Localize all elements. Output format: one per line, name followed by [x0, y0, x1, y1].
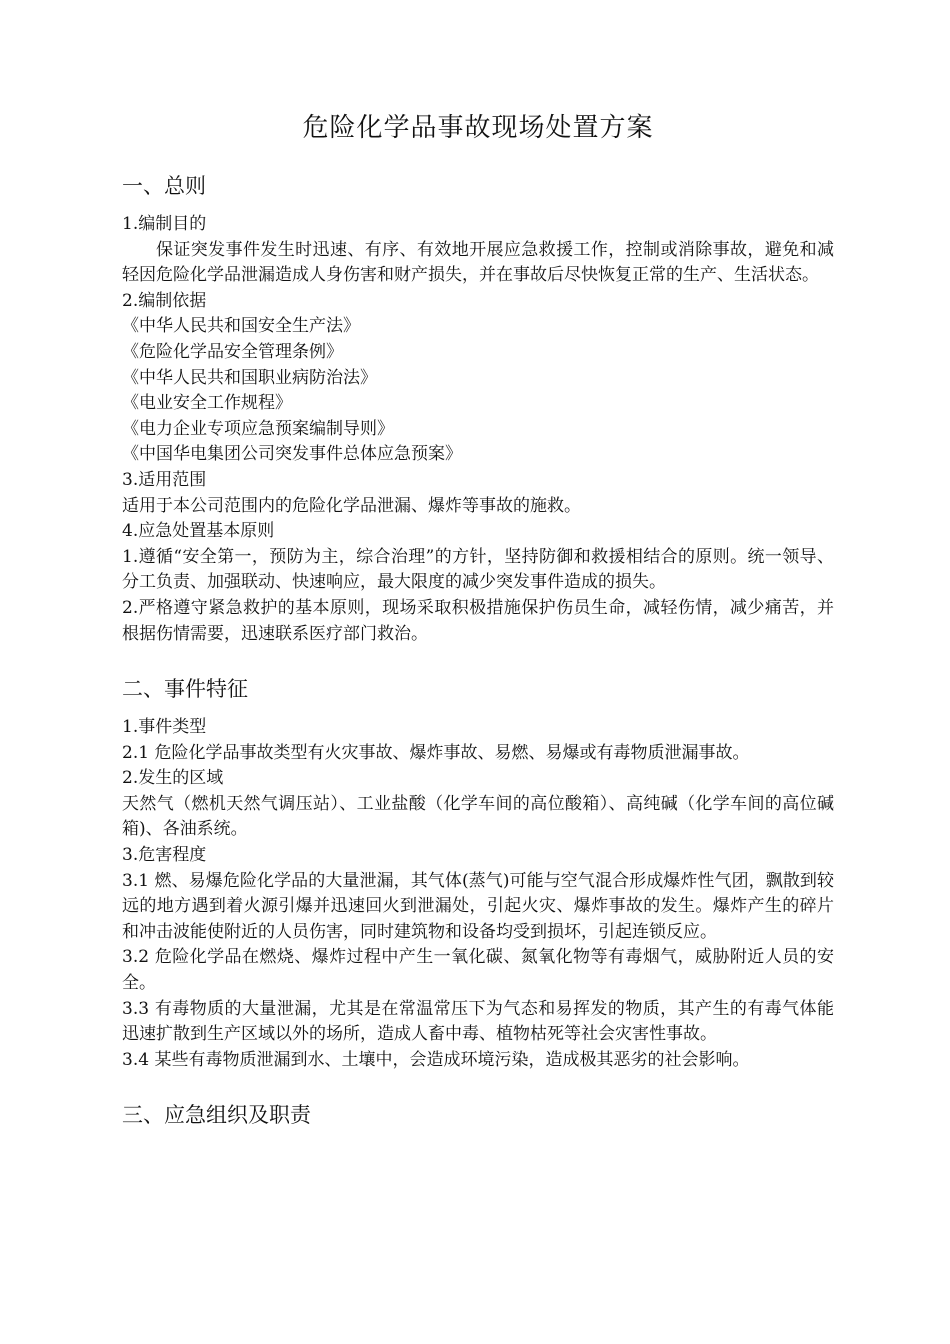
reference-item: 《中国华电集团公司突发事件总体应急预案》	[122, 444, 462, 465]
paragraph: 3.4 某些有毒物质泄漏到水、土壤中，会造成环境污染，造成极其恶劣的社会影响。	[122, 1049, 750, 1070]
paragraph: 2.编制依据	[122, 290, 207, 311]
paragraph: 适用于本公司范围内的危险化学品泄漏、爆炸等事故的施救。	[122, 495, 581, 516]
paragraph: 2.发生的区域	[122, 768, 224, 789]
reference-item: 《中华人民共和国安全生产法》	[122, 316, 360, 337]
document-page	[122, 108, 834, 1157]
paragraph: 3.3 有毒物质的大量泄漏，尤其是在常温常压下为气态和易挥发的物质，其产生的有毒气体能迅速扩散到生产区域以外的场所，造成人畜中毒、植物枯死等社会灾害性事故。	[122, 998, 834, 1045]
section-heading: 二、事件特征	[122, 677, 248, 702]
paragraph: 1.编制目的	[122, 214, 207, 234]
section-organization	[122, 1099, 834, 1131]
paragraph: 4.应急处置基本原则	[122, 521, 275, 542]
paragraph: 1.遵循“安全第一，预防为主，综合治理”的方针，坚持防御和救援相结合的原则。统一领导、分工负责、加强联动、快速响应，最大限度的减少突发事件造成的损失。	[122, 546, 834, 593]
section-heading: 一、总则	[122, 174, 206, 198]
paragraph: 3.1 燃、易爆危险化学品的大量泄漏，其气体(蒸气)可能与空气混合形成爆炸性气团，飘散到较远的地方遇到着火源引爆并迅速回火到泄漏处，引起火灾、爆炸事故的发生。爆炸产生的碎片和冲击波能使附近的人员伤害，同时建筑物和设备均受到损坏，引起连锁反应。	[122, 870, 834, 942]
reference-item: 《电业安全工作规程》	[122, 393, 292, 414]
section-event-features	[122, 673, 834, 1073]
reference-item: 《中华人民共和国职业病防治法》	[122, 367, 377, 388]
section-heading: 三、应急组织及职责	[122, 1103, 311, 1128]
document-title: 危险化学品事故现场处置方案	[302, 113, 654, 143]
paragraph: 2.严格遵守紧急救护的基本原则，现场采取积极措施保护伤员生命，减轻伤情，减少痛苦，并根据伤情需要，迅速联系医疗部门救治。	[122, 597, 834, 644]
reference-item: 《电力企业专项应急预案编制导则》	[122, 418, 394, 439]
paragraph: 3.适用范围	[122, 469, 207, 490]
section-general	[122, 170, 834, 647]
paragraph: 1.事件类型	[122, 717, 207, 738]
paragraph: 天然气（燃机天然气调压站）、工业盐酸（化学车间的高位酸箱）、高纯碱（化学车间的高位碱箱)、各油系统。	[122, 793, 834, 840]
reference-item: 《危险化学品安全管理条例》	[122, 341, 343, 362]
paragraph: 保证突发事件发生时迅速、有序、有效地开展应急救援工作，控制或消除事故，避免和减轻因危险化学品泄漏造成人身伤害和财产损失，并在事故后尽快恢复正常的生产、生活状态。	[122, 239, 834, 286]
paragraph: 3.危害程度	[122, 845, 207, 866]
paragraph: 3.2 危险化学品在燃烧、爆炸过程中产生一氧化碳、氮氧化物等有毒烟气，威胁附近人员的安全。	[122, 947, 834, 994]
paragraph: 2.1 危险化学品事故类型有火灾事故、爆炸事故、易燃、易爆或有毒物质泄漏事故。	[122, 742, 750, 763]
